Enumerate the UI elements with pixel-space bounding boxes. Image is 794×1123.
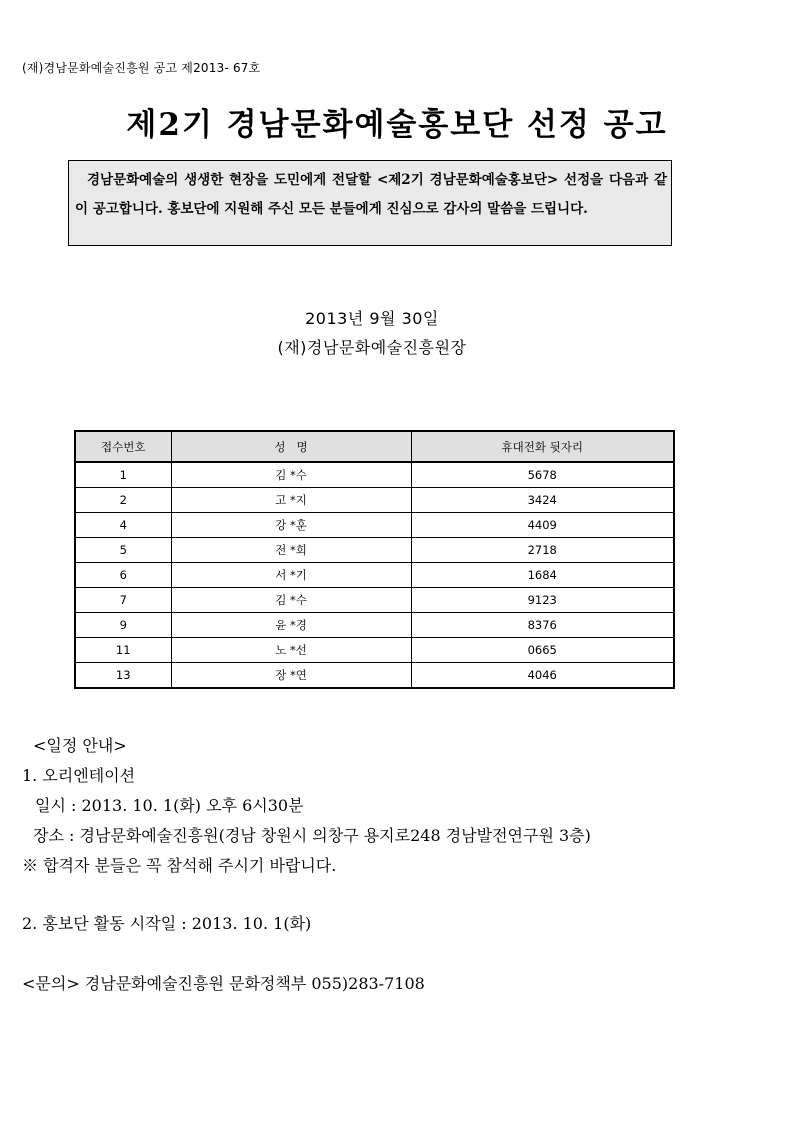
issue-date: 2013년 9월 30일 bbox=[305, 309, 439, 328]
issuer-name: (재)경남문화예술진흥원장 bbox=[277, 338, 467, 357]
table-row bbox=[75, 488, 674, 513]
schedule-item2: 2. 홍보단 활동 시작일 : 2013. 10. 1(화) bbox=[22, 914, 312, 933]
cell-receipt-number: 2 bbox=[75, 488, 171, 513]
cell-phone-last-digits: 5678 bbox=[411, 462, 674, 488]
cell-phone-last-digits: 4409 bbox=[411, 513, 674, 538]
cell-name: 고 *지 bbox=[171, 488, 411, 513]
cell-name: 서 *기 bbox=[171, 563, 411, 588]
column-header-phone-last-digits: 휴대전화 뒷자리 bbox=[411, 431, 674, 462]
cell-name: 장 *연 bbox=[171, 663, 411, 689]
table-row bbox=[75, 513, 674, 538]
cell-receipt-number: 4 bbox=[75, 513, 171, 538]
cell-receipt-number: 6 bbox=[75, 563, 171, 588]
table-row bbox=[75, 663, 674, 689]
cell-receipt-number: 11 bbox=[75, 638, 171, 663]
cell-name: 김 *수 bbox=[171, 462, 411, 488]
cell-phone-last-digits: 3424 bbox=[411, 488, 674, 513]
cell-phone-last-digits: 9123 bbox=[411, 588, 674, 613]
cell-phone-last-digits: 8376 bbox=[411, 613, 674, 638]
table-body bbox=[75, 462, 674, 688]
table-header-row bbox=[75, 431, 674, 462]
column-header-receipt-number: 접수번호 bbox=[75, 431, 171, 462]
cell-phone-last-digits: 2718 bbox=[411, 538, 674, 563]
schedule-item1-place: 장소 : 경남문화예술진흥원(경남 창원시 의창구 용지로248 경남발전연구원 3층) bbox=[33, 826, 591, 845]
intro-text: 경남문화예술의 생생한 현장을 도민에게 전달할 <제2기 경남문화예술홍보단> 선정을 다음과 같이 공고합니다. 홍보단에 지원해 주신 모든 분들에게 진심으로 감사의 말씀을 드립니다. bbox=[75, 172, 667, 217]
cell-receipt-number: 1 bbox=[75, 462, 171, 488]
schedule-item1-date: 일시 : 2013. 10. 1(화) 오후 6시30분 bbox=[35, 796, 304, 815]
table-row bbox=[75, 538, 674, 563]
notice-number: (재)경남문화예술진흥원 공고 제2013- 67호 bbox=[22, 61, 261, 75]
table-row bbox=[75, 563, 674, 588]
cell-receipt-number: 5 bbox=[75, 538, 171, 563]
page-title: 제2기 경남문화예술홍보단 선정 공고 bbox=[126, 107, 668, 143]
table-row bbox=[75, 588, 674, 613]
schedule-item1-note: ※ 합격자 분들은 꼭 참석해 주시기 바랍니다. bbox=[22, 856, 337, 875]
cell-receipt-number: 7 bbox=[75, 588, 171, 613]
schedule-item1-title: 1. 오리엔테이션 bbox=[22, 766, 136, 785]
cell-name: 노 *선 bbox=[171, 638, 411, 663]
column-header-name: 성 명 bbox=[171, 431, 411, 462]
table-row bbox=[75, 462, 674, 488]
cell-phone-last-digits: 0665 bbox=[411, 638, 674, 663]
cell-receipt-number: 13 bbox=[75, 663, 171, 689]
cell-phone-last-digits: 1684 bbox=[411, 563, 674, 588]
table-row bbox=[75, 613, 674, 638]
schedule-heading: <일정 안내> bbox=[33, 736, 127, 755]
cell-name: 전 *희 bbox=[171, 538, 411, 563]
table-row bbox=[75, 638, 674, 663]
cell-name: 김 *수 bbox=[171, 588, 411, 613]
contact-info: <문의> 경남문화예술진흥원 문화정책부 055)283-7108 bbox=[22, 974, 425, 993]
cell-name: 윤 *경 bbox=[171, 613, 411, 638]
cell-phone-last-digits: 4046 bbox=[411, 663, 674, 689]
selection-table bbox=[74, 430, 675, 689]
intro-box bbox=[68, 160, 672, 246]
cell-name: 강 *훈 bbox=[171, 513, 411, 538]
cell-receipt-number: 9 bbox=[75, 613, 171, 638]
